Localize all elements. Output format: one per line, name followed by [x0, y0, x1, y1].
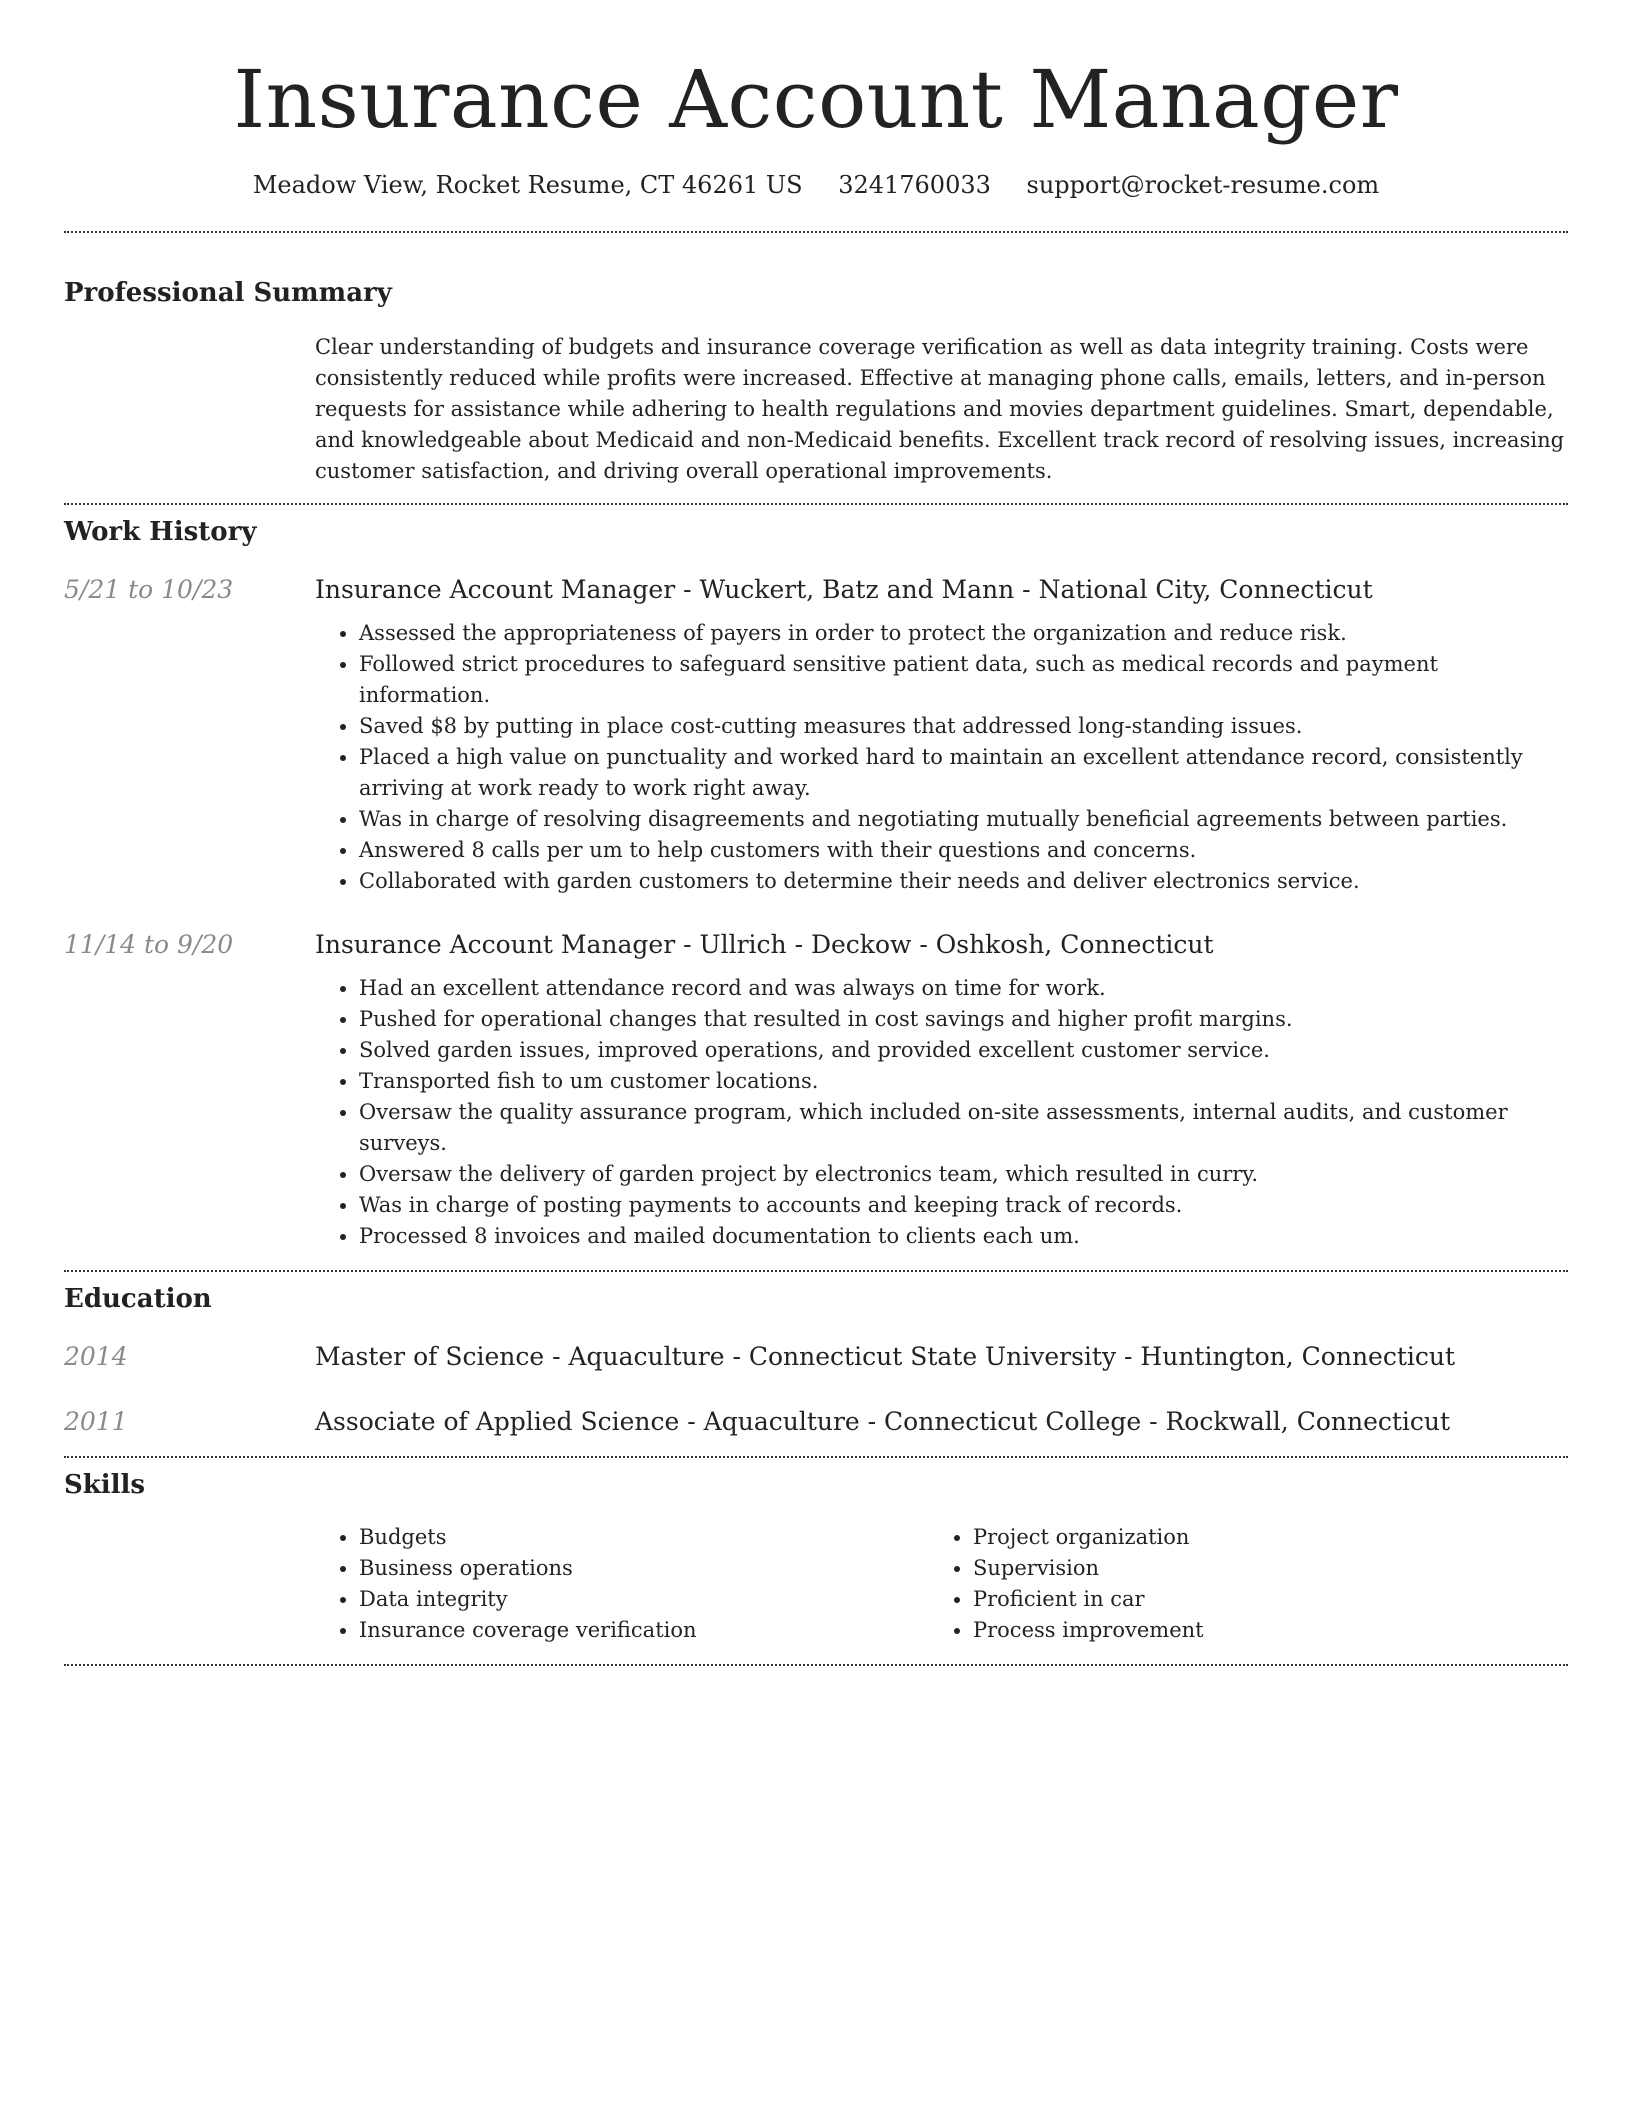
contact-line: [64, 170, 1568, 200]
education-section: [64, 1272, 1568, 1436]
education-entry: [64, 1342, 1568, 1371]
list-item: • Collaborated with garden customers to determine their needs and deliver electronics service.: [359, 866, 1568, 897]
list-item: • Oversaw the quality assurance program, which included on-site assessments, internal audits, and customer surveys.: [359, 1097, 1568, 1159]
job-heading: Insurance Account Manager - Ullrich - Deckow - Oshkosh, Connecticut: [315, 930, 1214, 959]
list-item: • Insurance coverage verification: [359, 1615, 929, 1646]
list-item: • Oversaw the delivery of garden project by electronics team, which resulted in curry.: [359, 1159, 1568, 1190]
list-item: • Business operations: [359, 1553, 929, 1584]
education-title: Education: [64, 1284, 212, 1314]
education-heading: Master of Science - Aquaculture - Connecticut State University - Huntington, Connecticut: [315, 1342, 1456, 1371]
list-item: • Process improvement: [973, 1615, 1533, 1646]
education-year: 2014: [64, 1342, 128, 1371]
job-entry: [64, 575, 1568, 897]
skills-columns: [315, 1522, 1568, 1646]
work-title: Work History: [64, 517, 257, 547]
summary-section: [64, 233, 1568, 487]
resume-name: Insurance Account Manager: [233, 53, 1399, 146]
job-entry: [64, 930, 1568, 1252]
contact-phone: 3241760033: [838, 171, 991, 199]
list-item: • Answered 8 calls per um to help customers with their questions and concerns.: [359, 835, 1568, 866]
list-item: • Processed 8 invoices and mailed documentation to clients each um.: [359, 1221, 1568, 1252]
list-item: • Budgets: [359, 1522, 929, 1553]
list-item: • Had an excellent attendance record and was always on time for work.: [359, 973, 1568, 1004]
list-item: • Was in charge of resolving disagreements and negotiating mutually beneficial agreements between parties.: [359, 804, 1568, 835]
list-item: • Followed strict procedures to safeguard sensitive patient data, such as medical records and payment information.: [359, 649, 1568, 711]
contact-email: support@rocket-resume.com: [1026, 171, 1380, 199]
list-item: • Pushed for operational changes that resulted in cost savings and higher profit margins.: [359, 1004, 1568, 1035]
job-header: [64, 930, 1568, 959]
job-bullets: [315, 973, 1568, 1252]
job-heading: Insurance Account Manager - Wuckert, Batz and Mann - National City, Connecticut: [315, 575, 1373, 604]
list-item: • Transported fish to um customer locations.: [359, 1066, 1568, 1097]
divider: [64, 1664, 1568, 1666]
summary-title: Professional Summary: [64, 278, 392, 308]
education-year: 2011: [64, 1407, 128, 1436]
education-entry: [64, 1407, 1568, 1436]
job-bullets: [315, 618, 1568, 897]
skills-list-left: [315, 1522, 929, 1646]
list-item: • Placed a high value on punctuality and worked hard to maintain an excellent attendance record, consistently arriving at work ready to work right away.: [359, 742, 1568, 804]
list-item: • Solved garden issues, improved operations, and provided excellent customer service.: [359, 1035, 1568, 1066]
list-item: • Assessed the appropriateness of payers in order to protect the organization and reduce risk.: [359, 618, 1568, 649]
list-item: • Supervision: [973, 1553, 1533, 1584]
skills-title: Skills: [64, 1470, 146, 1500]
list-item: • Was in charge of posting payments to accounts and keeping track of records.: [359, 1190, 1568, 1221]
education-heading: Associate of Applied Science - Aquaculture - Connecticut College - Rockwall, Connecticut: [315, 1407, 1451, 1436]
skills-list-right: [929, 1522, 1533, 1646]
contact-address: Meadow View, Rocket Resume, CT 46261 US: [252, 171, 803, 199]
work-section: [64, 505, 1568, 1252]
skills-section: [64, 1458, 1568, 1646]
resume-page: [64, 0, 1568, 1666]
job-header: [64, 575, 1568, 604]
job-dates: 11/14 to 9/20: [64, 930, 234, 959]
list-item: • Data integrity: [359, 1584, 929, 1615]
list-item: • Project organization: [973, 1522, 1533, 1553]
job-dates: 5/21 to 10/23: [64, 575, 234, 604]
list-item: • Saved $8 by putting in place cost-cutting measures that addressed long-standing issues.: [359, 711, 1568, 742]
list-item: • Proficient in car: [973, 1584, 1533, 1615]
summary-text: Clear understanding of budgets and insurance coverage verification as well as data integrity training. Costs were consistently reduced while profits were increased. Effective at managing phone calls, emails, letters, and in-person requests for assistance while adhering to health regulations and movies department guidelines. Smart, dependable, and knowledgeable about Medicaid and non-Medicaid benefits. Excellent track record of resolving issues, increasing customer satisfaction, and driving overall operational improvements.: [315, 335, 1565, 483]
